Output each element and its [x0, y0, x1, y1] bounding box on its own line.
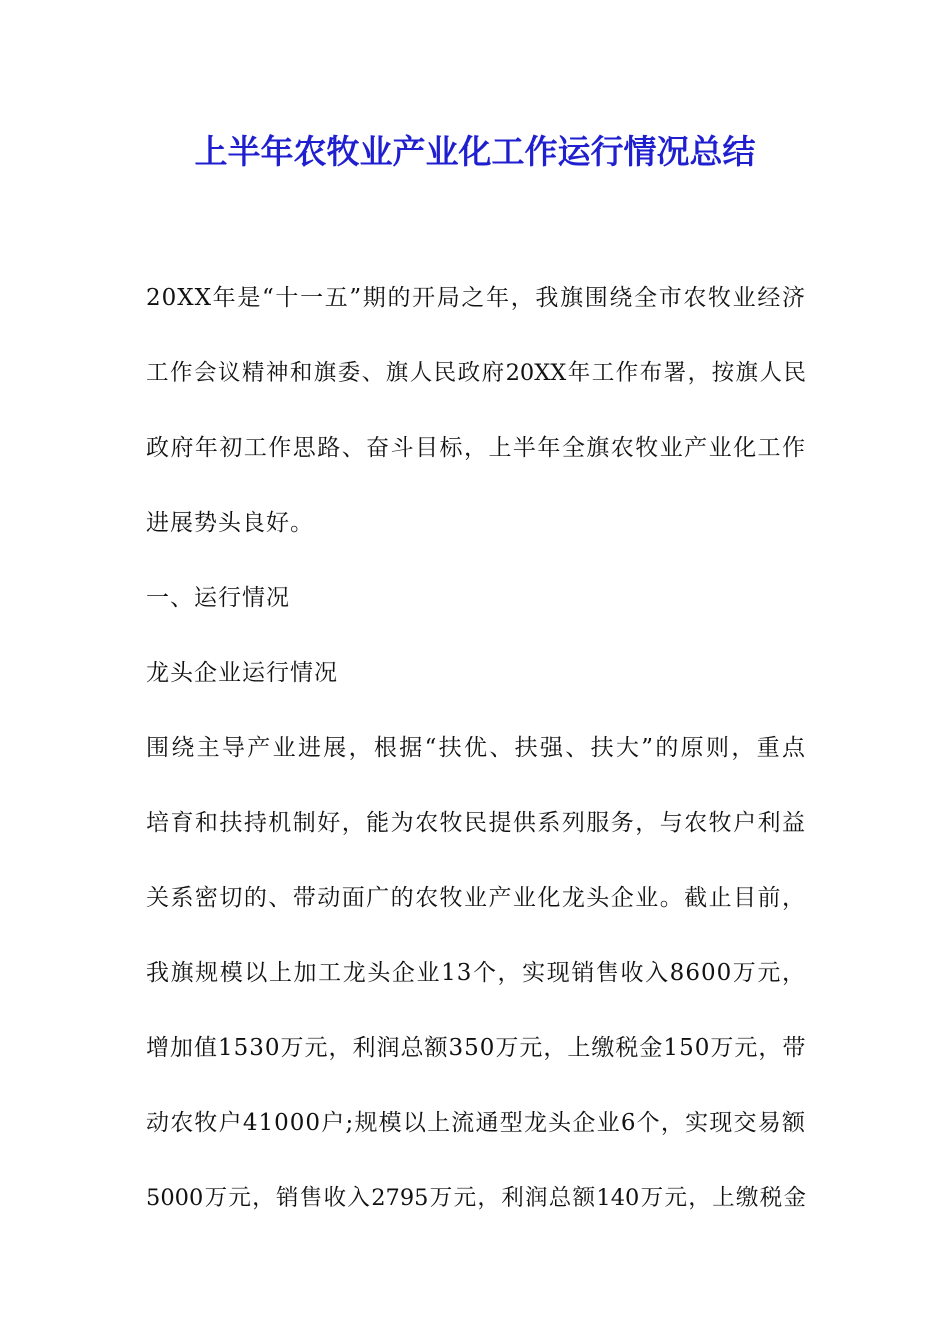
- body-line: 我旗规模以上加工龙头企业13个，实现销售收入8600万元，: [146, 960, 806, 986]
- body-line: 增加值1530万元，利润总额350万元，上缴税金150万元，带: [146, 1035, 807, 1061]
- body-line: 培育和扶持机制好，能为农牧民提供系列服务，与农牧户利益: [146, 810, 806, 836]
- body-line: 动农牧户41000户;规模以上流通型龙头企业6个，实现交易额: [146, 1110, 806, 1136]
- body-line: 工作会议精神和旗委、旗人民政府20XX年工作布署，按旗人民: [146, 360, 806, 386]
- body-line: 关系密切的、带动面广的农牧业产业化龙头企业。截止目前，: [146, 885, 806, 911]
- body-line: 20XX年是“十一五”期的开局之年，我旗围绕全市农牧业经济: [146, 285, 806, 311]
- subsection-heading: 龙头企业运行情况: [146, 660, 338, 686]
- section-heading: 一、运行情况: [146, 585, 290, 611]
- body-line: 围绕主导产业进展，根据“扶优、扶强、扶大”的原则，重点: [146, 735, 806, 761]
- document-body: [146, 261, 806, 1236]
- body-line: 政府年初工作思路、奋斗目标，上半年全旗农牧业产业化工作: [146, 435, 806, 461]
- document-title: 上半年农牧业产业化工作运行情况总结: [194, 132, 756, 171]
- body-line: 进展势头良好。: [146, 510, 314, 536]
- body-line: 5000万元，销售收入2795万元，利润总额140万元，上缴税金: [146, 1185, 806, 1211]
